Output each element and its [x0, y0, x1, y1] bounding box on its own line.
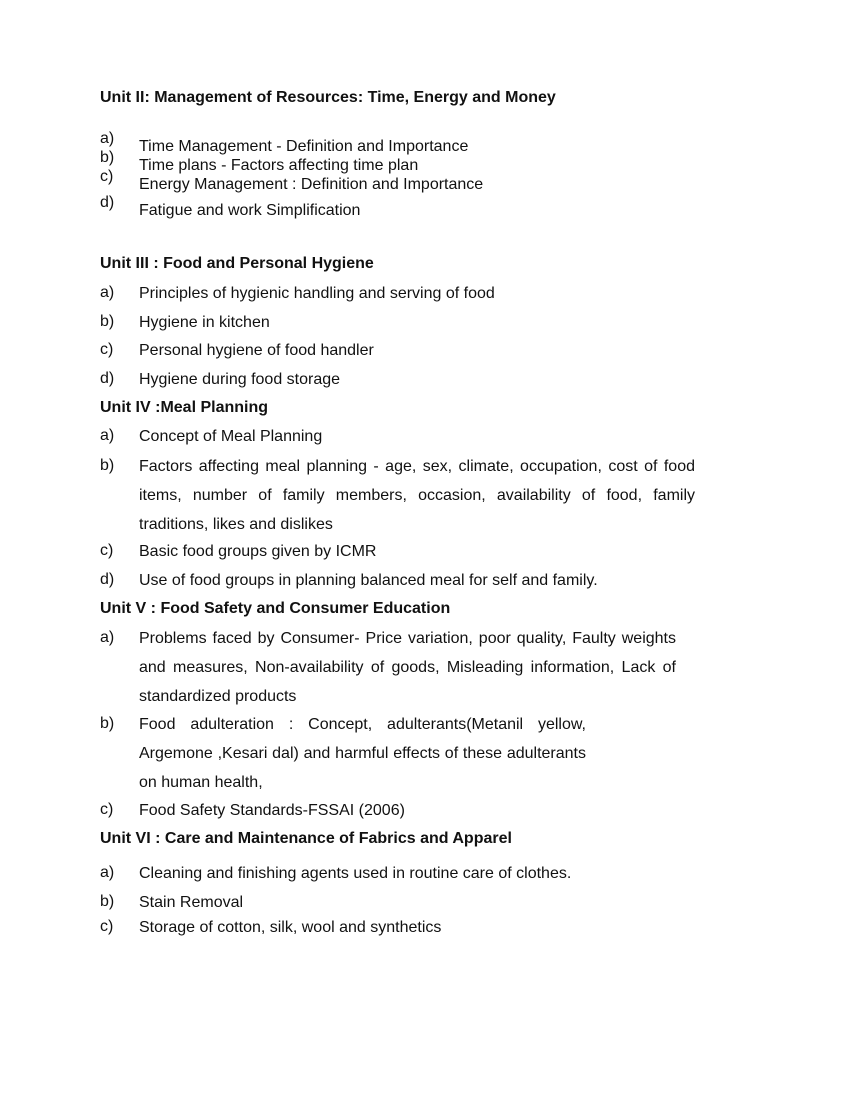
- item-label: a): [100, 427, 115, 444]
- unit-4-heading: Unit IV :Meal Planning: [100, 399, 269, 416]
- item-text: Energy Management : Definition and Importance: [139, 176, 484, 193]
- unit-5-heading: Unit V : Food Safety and Consumer Education: [100, 600, 451, 617]
- item-label: b): [100, 715, 115, 732]
- unit-3-heading: Unit III : Food and Personal Hygiene: [100, 255, 374, 272]
- item-label: c): [100, 542, 114, 559]
- item-text: Use of food groups in planning balanced meal for self and family.: [139, 572, 598, 589]
- item-label: c): [100, 801, 114, 818]
- item-label: a): [100, 284, 115, 301]
- item-label: c): [100, 168, 114, 185]
- item-label: a): [100, 130, 115, 147]
- item-label: b): [100, 893, 115, 910]
- item-text: Problems faced by Consumer- Price variation, poor quality, Faulty weights and measures, Non-availability of goods, Misleading information, Lack of standardized products: [139, 630, 676, 705]
- item-text: Factors affecting meal planning - age, sex, climate, occupation, cost of food items, number of family members, occasion, availability of food, family traditions, likes and dislikes: [139, 458, 695, 533]
- unit-2-heading: Unit II: Management of Resources: Time, Energy and Money: [100, 89, 556, 106]
- item-text: Time Management - Definition and Importance: [139, 138, 469, 155]
- item-label: d): [100, 194, 115, 211]
- item-text: Principles of hygienic handling and serving of food: [139, 285, 495, 302]
- item-text: Hygiene during food storage: [139, 371, 341, 388]
- item-text: Personal hygiene of food handler: [139, 342, 374, 359]
- item-label: d): [100, 370, 115, 387]
- item-text: Stain Removal: [139, 894, 244, 911]
- unit-6-heading: Unit VI : Care and Maintenance of Fabrics and Apparel: [100, 830, 512, 847]
- item-text: Hygiene in kitchen: [139, 314, 270, 331]
- item-label: b): [100, 457, 115, 474]
- item-text: Storage of cotton, silk, wool and synthetics: [139, 919, 442, 936]
- item-text: Fatigue and work Simplification: [139, 202, 361, 219]
- item-text: Cleaning and finishing agents used in routine care of clothes.: [139, 865, 572, 882]
- item-text: Concept of Meal Planning: [139, 428, 323, 445]
- item-text: Time plans - Factors affecting time plan: [139, 157, 419, 174]
- item-label: a): [100, 864, 115, 881]
- item-label: d): [100, 571, 115, 588]
- item-label: b): [100, 313, 115, 330]
- item-label: b): [100, 149, 115, 166]
- item-text: Food adulteration : Concept, adulterants(Metanil yellow, Argemone ,Kesari dal) and harmful effects of these adulterants on human health,: [139, 716, 586, 791]
- item-label: a): [100, 629, 115, 646]
- item-label: c): [100, 918, 114, 935]
- item-text: Food Safety Standards-FSSAI (2006): [139, 802, 405, 819]
- item-text: Basic food groups given by ICMR: [139, 543, 377, 560]
- item-label: c): [100, 341, 114, 358]
